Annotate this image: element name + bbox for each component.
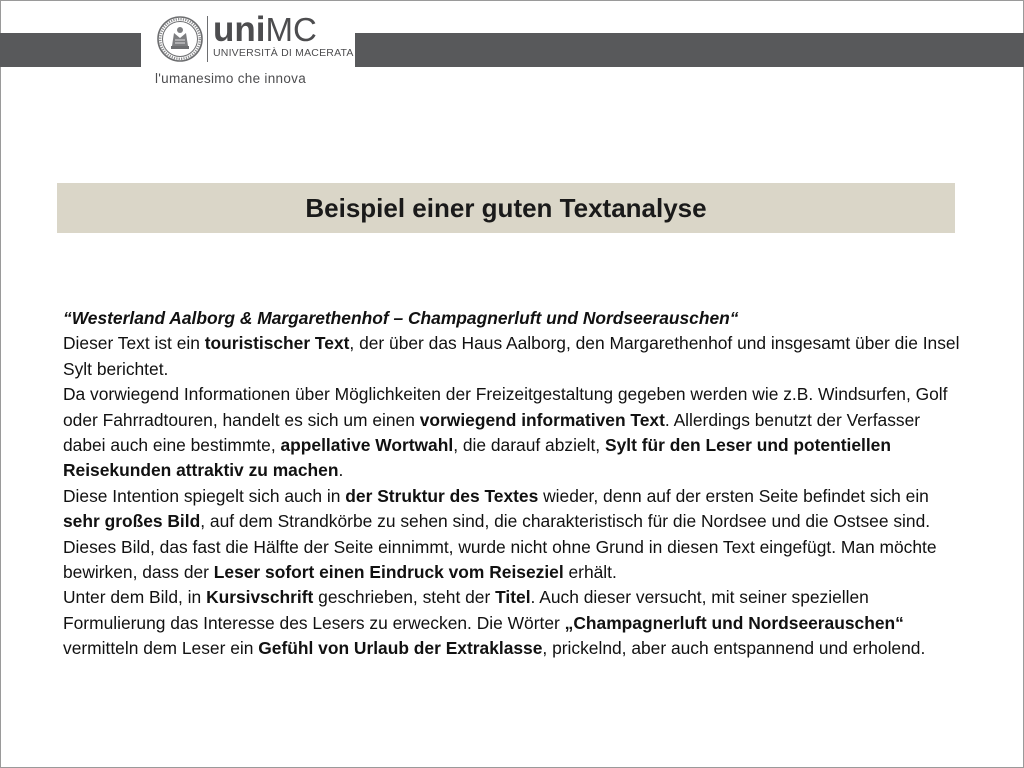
- body-text: , prickelnd, aber auch entspannend und erholend.: [542, 638, 926, 659]
- body-text: vermitteln dem Leser ein: [63, 638, 259, 659]
- logo-divider: [207, 16, 208, 62]
- university-name: UNIVERSITÀ DI MACERATA: [213, 47, 354, 59]
- body-text: , die darauf abzielt,: [453, 435, 605, 456]
- paragraph: [63, 484, 963, 586]
- body-text: geschrieben, steht der: [313, 587, 496, 608]
- body-text: .: [338, 460, 344, 481]
- emphasis-text: Gefühl von Urlaub der Extraklasse: [258, 638, 543, 659]
- emphasis-text: Sylt für den Leser und potentiellen Reisekunden attraktiv zu machen: [63, 435, 891, 481]
- brand-bold: uni: [213, 10, 266, 49]
- emphasis-text: Kursivschrift: [206, 587, 314, 608]
- body-text: . Auch dieser versucht, mit seiner speziellen Formulierung das Interesse des Lesers zu erwecken. Die Wörter: [63, 587, 869, 633]
- brand-wordmark: [213, 11, 317, 49]
- body-text: Diese Intention spiegelt sich auch in: [63, 485, 346, 506]
- emphasis-text: der Struktur des Textes: [345, 485, 539, 506]
- slide-title: Beispiel einer guten Textanalyse: [305, 192, 707, 223]
- emphasis-text: Leser sofort einen Eindruck vom Reiseziel: [213, 562, 564, 583]
- body-text: Da vorwiegend Informationen über Möglichkeiten der Freizeitgestaltung gegeben werden wie z.B. Windsurfen, Golf oder Fahrradtouren, handelt es sich um einen: [63, 384, 948, 430]
- paragraph: [63, 331, 963, 382]
- title-bar: [57, 183, 955, 233]
- body-text: Unter dem Bild, in: [63, 587, 207, 608]
- emphasis-text: vorwiegend informativen Text: [419, 409, 665, 430]
- body-text: erhält.: [563, 562, 617, 583]
- paragraph: [63, 382, 963, 484]
- emphasis-text: sehr großes Bild: [63, 511, 201, 532]
- university-seal-icon: [157, 16, 203, 62]
- emphasis-text: Titel: [495, 587, 531, 608]
- emphasis-text: touristischer Text: [204, 333, 350, 354]
- body-text: , der über das Haus Aalborg, den Margarethenhof und insgesamt über die Insel Sylt berichtet.: [63, 333, 960, 379]
- article-body: [63, 306, 963, 662]
- header-band-right: [355, 33, 1024, 67]
- body-text: wieder, denn auf der ersten Seite befindet sich ein: [538, 485, 929, 506]
- header-band-left: [0, 33, 141, 67]
- brand-light: MC: [265, 11, 317, 48]
- emphasis-text: appellative Wortwahl: [280, 435, 454, 456]
- tagline: l'umanesimo che innova: [155, 71, 307, 86]
- body-text: . Allerdings benutzt der Verfasser dabei auch eine bestimmte,: [63, 409, 921, 456]
- emphasis-text: „Champagnerluft und Nordseerauschen“: [564, 612, 904, 633]
- body-text: Dieser Text ist ein: [63, 333, 205, 354]
- paragraph: [63, 585, 963, 661]
- body-text: , auf dem Strandkörbe zu sehen sind, die charakteristisch für die Nordsee und die Ostsee sind. Dieses Bild, das fast die Hälfte der Seite einnimmt, wurde nicht ohne Grund in diesen Text eingefügt. Man möchte bewirken, dass der: [63, 511, 937, 583]
- article-headline: “Westerland Aalborg & Margarethenhof – Champagnerluft und Nordseerauschen“: [63, 308, 739, 328]
